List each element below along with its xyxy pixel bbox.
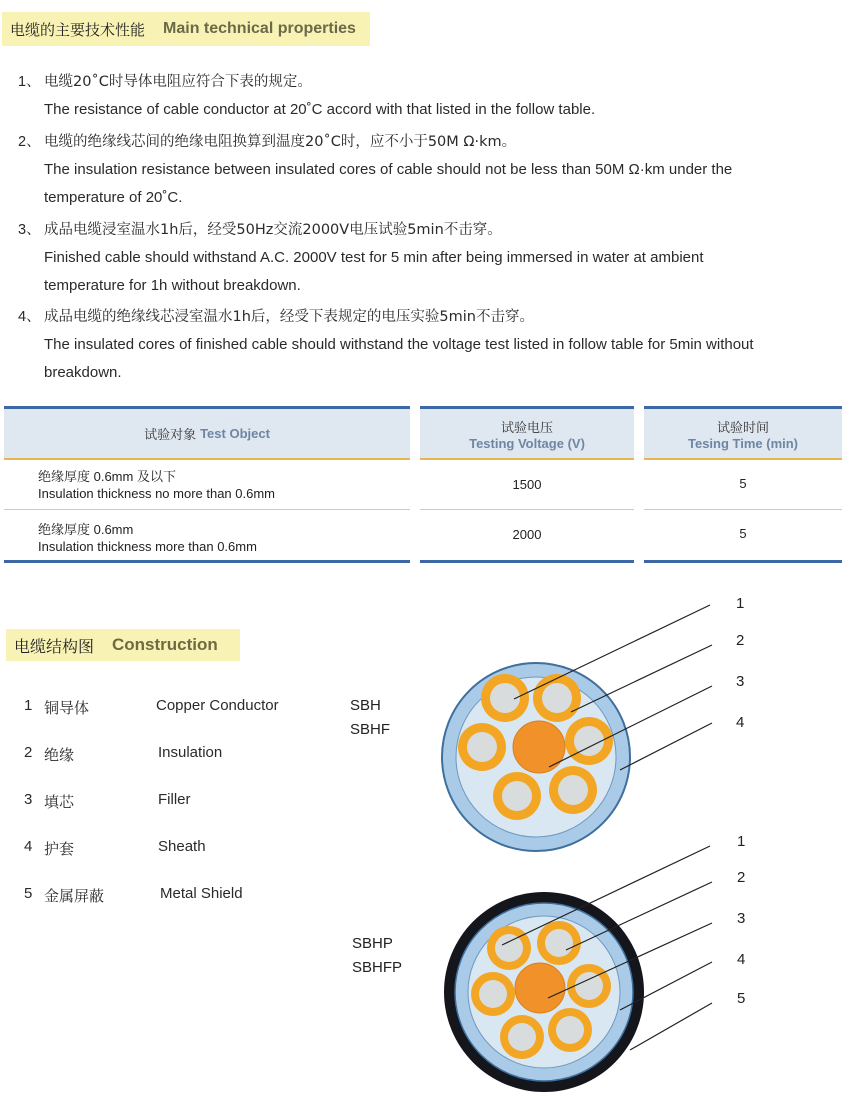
model-label: SBH (350, 697, 381, 714)
legend-cn: 护套 (44, 840, 75, 858)
model-label: SBHFP (352, 959, 403, 976)
section-title-en: Main technical properties (163, 20, 356, 37)
legend-en: Filler (158, 791, 191, 808)
callout-number: 4 (736, 714, 745, 731)
header-cn: 试验电压 (500, 420, 553, 436)
item-text-cn: 成品电缆浸室温水1h后，经受50Hz交流2000V电压试验5min不击穿。 (44, 222, 502, 238)
header-cn: 试验时间 (716, 420, 769, 436)
callout-number: 4 (737, 951, 746, 968)
item-text-en: breakdown. (44, 364, 122, 381)
legend-cn: 填芯 (44, 793, 75, 811)
table-row-2-voltage: 2000 (512, 527, 542, 542)
legend-en: Copper Conductor (156, 697, 279, 714)
callout-number: 3 (737, 910, 746, 927)
item-text-en: The insulation resistance between insulated cores of cable should not be less than 50M Ω·km under the (44, 161, 733, 178)
cable-diagram-2 (444, 846, 712, 1092)
legend-number: 3 (24, 791, 33, 808)
table-row-1-voltage: 1500 (512, 477, 542, 492)
model-label: SBHF (350, 721, 391, 738)
callout-number: 5 (737, 990, 746, 1007)
section-title-cn: 电缆的主要技术性能 (10, 20, 146, 39)
header-cn: 试验对象 (144, 428, 197, 443)
legend-en: Sheath (158, 838, 206, 855)
legend-en: Insulation (158, 744, 223, 761)
item-number: 4、 (18, 309, 41, 325)
callout-number: 3 (736, 673, 745, 690)
item-text-en: The insulated cores of finished cable should withstand the voltage test listed in follow table for 5min without (44, 336, 754, 353)
cable-diagram-1 (442, 605, 712, 851)
legend-en: Metal Shield (160, 885, 243, 902)
header-en: Testing Voltage (V) (469, 435, 585, 451)
table-row-1-time: 5 (739, 476, 747, 491)
filler-core (515, 963, 565, 1013)
item-text-cn: 电缆20˚C时导体电阻应符合下表的规定。 (44, 74, 312, 90)
legend-number: 5 (24, 885, 33, 902)
callout-number: 1 (736, 595, 745, 612)
filler-core (513, 721, 565, 773)
callout-number: 1 (737, 833, 746, 850)
item-text-cn: 电缆的绝缘线芯间的绝缘电阻换算到温度20˚C时，应不小于50M Ω·km。 (44, 134, 517, 150)
item-number: 3、 (18, 222, 41, 238)
header-en: Tesing Time (min) (687, 435, 799, 451)
callout-number: 2 (737, 869, 746, 886)
legend-cn: 金属屏蔽 (44, 887, 105, 905)
section-title-en: Construction (112, 635, 218, 654)
item-number: 2、 (18, 134, 41, 150)
legend-number: 1 (24, 697, 33, 714)
model-label: SBHP (352, 935, 393, 952)
legend-number: 2 (24, 744, 33, 761)
item-text-cn: 成品电缆的绝缘线芯浸室温水1h后，经受下表规定的电压实验5min不击穿。 (44, 309, 534, 325)
section-title-cn: 电缆结构图 (14, 636, 95, 656)
item-text-en: temperature for 1h without breakdown. (44, 277, 301, 294)
item-number: 1、 (18, 74, 41, 90)
legend-number: 4 (24, 838, 33, 855)
item-text-en: The resistance of cable conductor at 20˚C accord with that listed in the follow table. (44, 101, 596, 118)
object-cn: 绝缘厚度 0.6mm 及以下 (38, 469, 176, 484)
table-row-2-time: 5 (739, 526, 747, 541)
object-en: Insulation thickness no more than 0.6mm (38, 486, 276, 501)
header-en: Test Object (200, 426, 270, 441)
object-cn: 绝缘厚度 0.6mm (38, 522, 134, 537)
object-en: Insulation thickness more than 0.6mm (38, 539, 257, 554)
legend-cn: 绝缘 (44, 746, 75, 764)
item-text-en: temperature of 20˚C. (44, 189, 183, 206)
item-text-en: Finished cable should withstand A.C. 2000V test for 5 min after being immersed in water at ambient (44, 249, 704, 266)
callout-number: 2 (736, 632, 745, 649)
legend-cn: 铜导体 (44, 699, 90, 717)
